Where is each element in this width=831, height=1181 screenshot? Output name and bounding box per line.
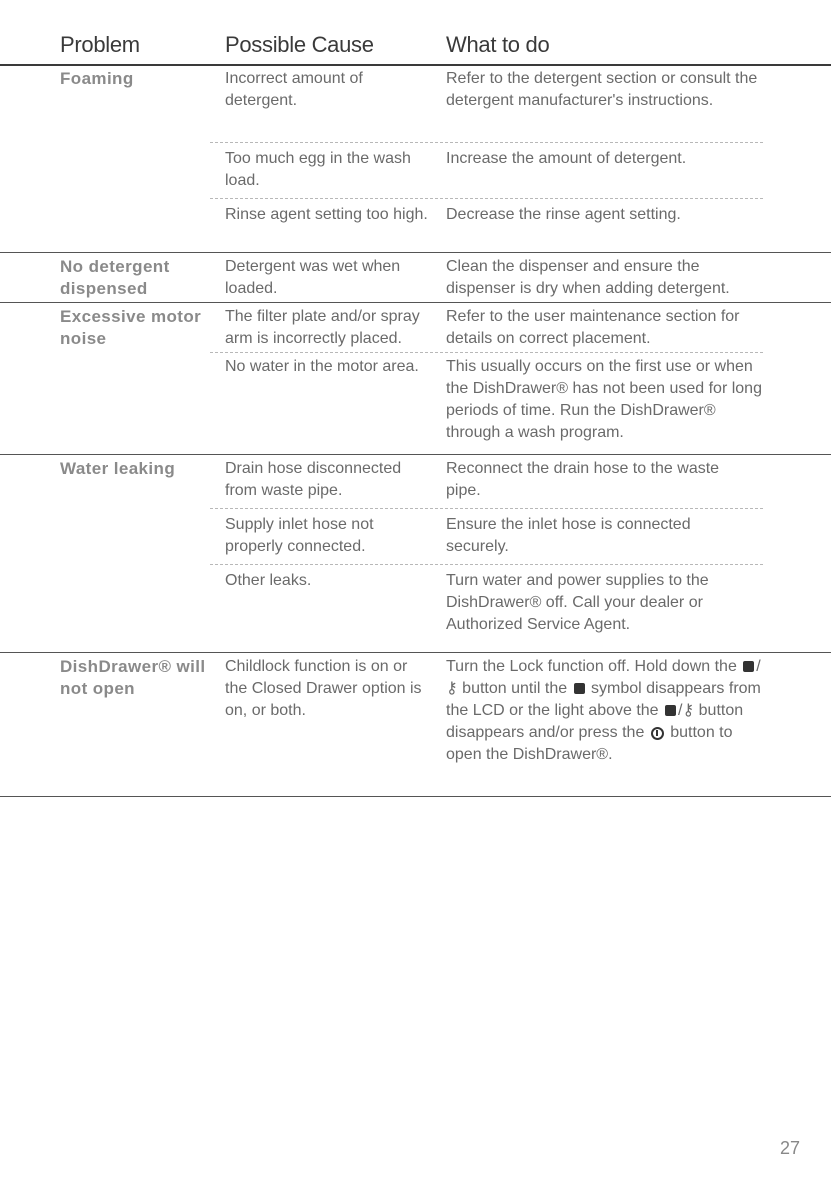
- key-icon: ⚷: [682, 702, 695, 719]
- problem-label: No detergent dispensed: [60, 257, 170, 298]
- problem-group-will-not-open: [0, 654, 831, 797]
- todo-text: Decrease the rinse agent setting.: [446, 206, 681, 223]
- cause-text: Detergent was wet when loaded.: [225, 258, 401, 297]
- table-row: [210, 304, 763, 353]
- todo-text: Refer to the detergent section or consult the detergent manufacturer's instructions.: [446, 70, 758, 109]
- todo-text: Reconnect the drain hose to the waste pipe.: [446, 460, 720, 499]
- header-todo: What to do: [446, 32, 550, 57]
- header-problem: Problem: [60, 32, 140, 57]
- problem-label: Excessive motor noise: [60, 307, 202, 348]
- todo-text: Ensure the inlet hose is connected securely.: [446, 516, 691, 555]
- problem-label: Water leaking: [60, 459, 176, 478]
- lock-icon: [665, 705, 676, 716]
- cause-text: Rinse agent setting too high.: [225, 206, 428, 223]
- power-icon: [651, 727, 664, 740]
- todo-text: This usually occurs on the first use or when the DishDrawer® has not been used for long periods of time. Run the DishDrawer® through a wash program.: [446, 358, 762, 441]
- problem-group-no-detergent: [0, 254, 831, 303]
- todo-part: /: [678, 702, 683, 719]
- table-row: [210, 254, 763, 302]
- todo-text: Turn water and power supplies to the DishDrawer® off. Call your dealer or Authorized Service Agent.: [446, 572, 709, 633]
- cause-text: The filter plate and/or spray arm is incorrectly placed.: [225, 308, 420, 347]
- table-header: [0, 28, 831, 66]
- table-row: [210, 512, 763, 565]
- table-row: [210, 66, 763, 143]
- table-row: [210, 202, 763, 252]
- todo-text: Refer to the user maintenance section for details on correct placement.: [446, 308, 740, 347]
- table-row: [210, 356, 763, 454]
- todo-part: symbol disappears from the LCD or the light above the: [446, 680, 761, 719]
- todo-part: /: [756, 658, 761, 675]
- problem-group-water-leaking: [0, 456, 831, 653]
- problem-group-motor-noise: [0, 304, 831, 455]
- header-cause: Possible Cause: [225, 32, 374, 57]
- table-row: [210, 654, 763, 796]
- todo-part: button to open the DishDrawer®.: [446, 724, 733, 763]
- problem-label: DishDrawer® will not open: [60, 657, 206, 698]
- cause-text: Incorrect amount of detergent.: [225, 70, 363, 109]
- todo-part: button disappears and/or press the: [446, 702, 744, 741]
- problem-label: Foaming: [60, 69, 134, 88]
- todo-text: Increase the amount of detergent.: [446, 150, 687, 167]
- table-row: [210, 456, 763, 509]
- cause-text: Drain hose disconnected from waste pipe.: [225, 460, 402, 499]
- todo-text: Clean the dispenser and ensure the dispenser is dry when adding detergent.: [446, 258, 730, 297]
- cause-text: Too much egg in the wash load.: [225, 150, 411, 189]
- problem-group-foaming: [0, 66, 831, 253]
- key-icon: ⚷: [446, 680, 458, 697]
- cause-text: Childlock function is on or the Closed Drawer option is on, or both.: [225, 658, 422, 719]
- todo-part: button until the: [457, 680, 572, 697]
- todo-part: Turn the Lock function off. Hold down the: [446, 658, 742, 675]
- table-row: [210, 146, 763, 199]
- table-row: [210, 568, 763, 652]
- todo-text: [446, 656, 766, 766]
- page-number: 27: [780, 1138, 801, 1158]
- lock-icon: [574, 683, 585, 694]
- lock-icon: [743, 661, 754, 672]
- cause-text: Supply inlet hose not properly connected.: [225, 516, 374, 555]
- cause-text: Other leaks.: [225, 572, 312, 589]
- cause-text: No water in the motor area.: [225, 358, 419, 375]
